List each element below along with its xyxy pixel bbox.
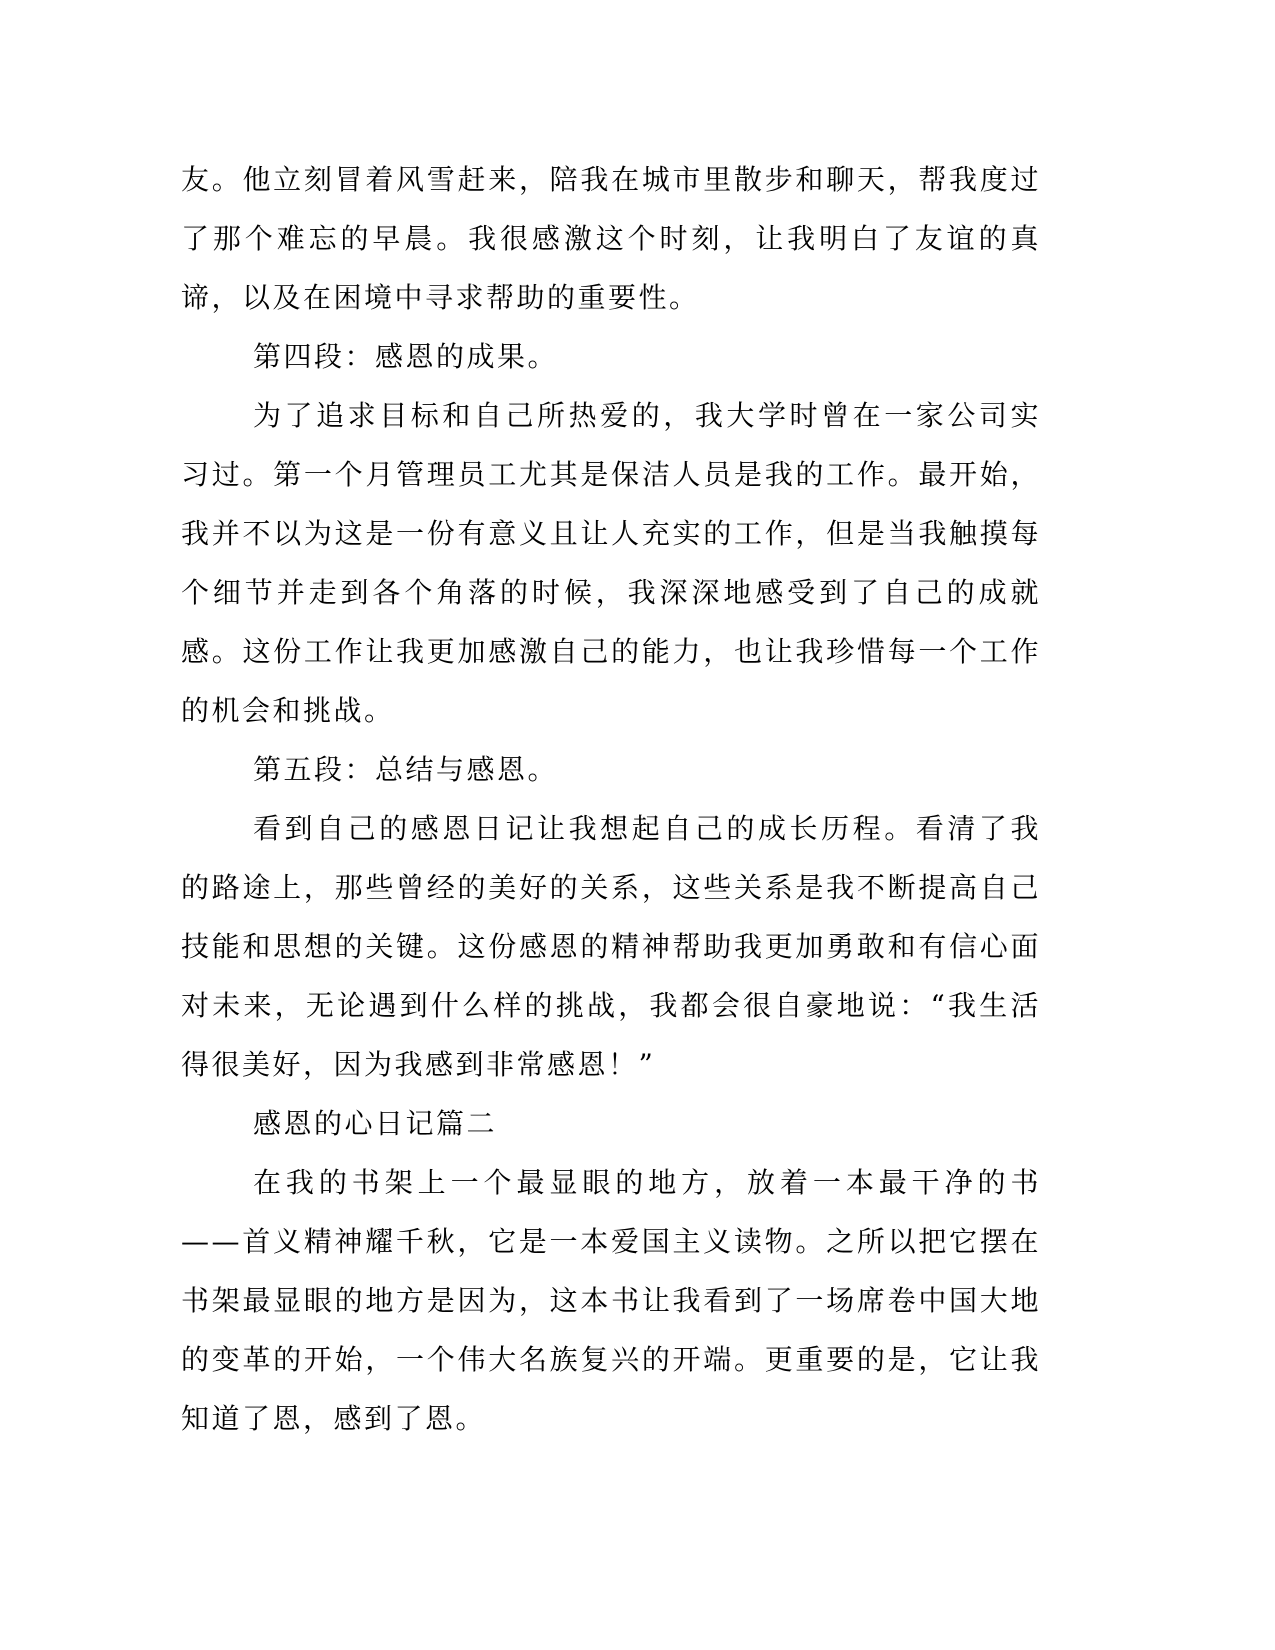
- document-body: [181, 150, 1041, 1448]
- paragraph-bookshelf: 在我的书架上一个最显眼的地方，放着一本最干净的书——首义精神耀千秋，它是一本爱国主义读物。之所以把它摆在书架最显眼的地方是因为，这本书让我看到了一场席卷中国大地的变革的开始，一个伟大名族复兴的开端。更重要的是，它让我知道了恩，感到了恩。: [181, 1166, 1041, 1435]
- paragraph-summary: 看到自己的感恩日记让我想起自己的成长历程。看清了我的路途上，那些曾经的美好的关系，这些关系是我不断提高自己技能和思想的关键。这份感恩的精神帮助我更加勇敢和有信心面对未来，无论遇到什么样的挑战，我都会很自豪地说：“我生活得很美好，因为我感到非常感恩！”: [181, 812, 1041, 1081]
- article-title-2: 感恩的心日记篇二: [253, 1107, 498, 1140]
- section-heading-4: 第四段：感恩的成果。: [253, 340, 559, 373]
- section-heading-5: 第五段：总结与感恩。: [253, 753, 559, 786]
- paragraph-internship: 为了追求目标和自己所热爱的，我大学时曾在一家公司实习过。第一个月管理员工尤其是保洁人员是我的工作。最开始，我并不以为这是一份有意义且让人充实的工作，但是当我触摸每个细节并走到各个角落的时候，我深深地感受到了自己的成就感。这份工作让我更加感激自己的能力，也让我珍惜每一个工作的机会和挑战。: [181, 399, 1041, 727]
- paragraph-continuation: 友。他立刻冒着风雪赶来，陪我在城市里散步和聊天，帮我度过了那个难忘的早晨。我很感激这个时刻，让我明白了友谊的真谛，以及在困境中寻求帮助的重要性。: [181, 163, 1041, 314]
